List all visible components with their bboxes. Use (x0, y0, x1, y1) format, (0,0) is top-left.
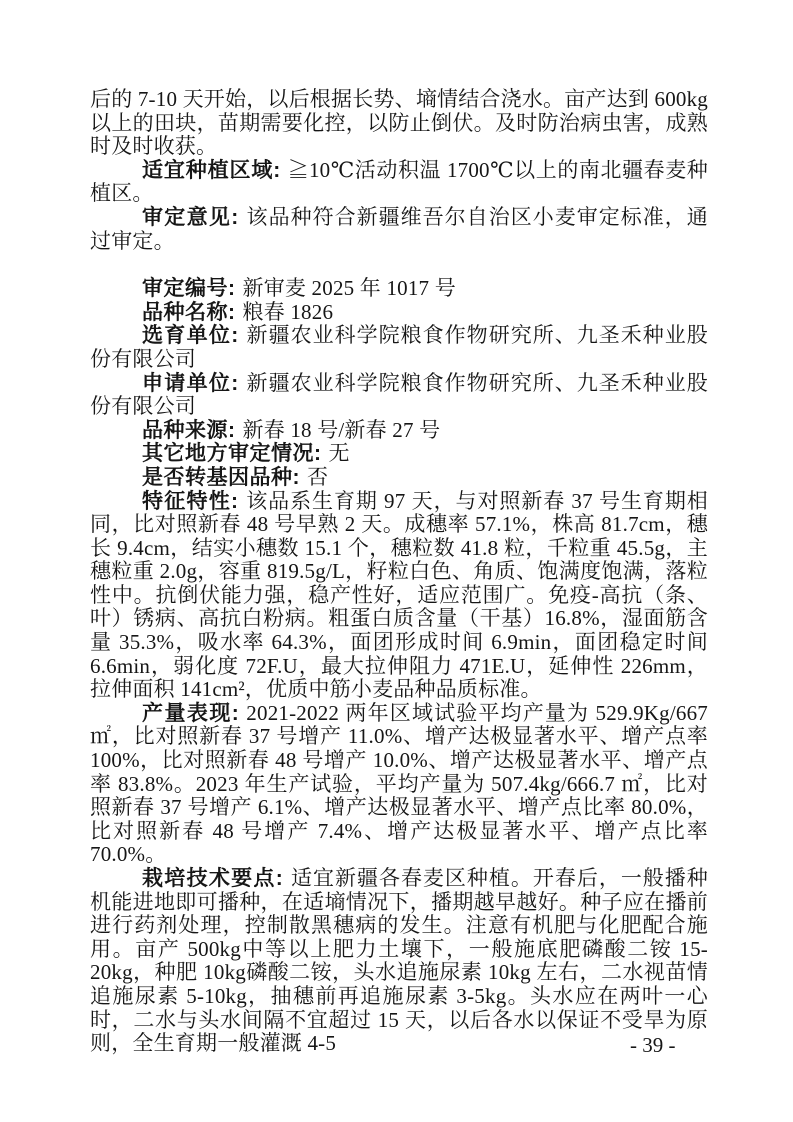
paragraph-text: 该品种符合新疆维吾尔自治区小麦审定标准，通过审定。 (90, 204, 708, 253)
paragraph (90, 206, 708, 253)
paragraph-text: 新疆农业科学院粮食作物研究所、九圣禾种业股份有限公司 (90, 370, 708, 419)
field-label: 产量表现: (142, 701, 240, 725)
paragraph-text: 后的 7-10 天开始，以后根据长势、墒情结合浇水。亩产达到 600kg以上的田块，苗期需要化控，以防止倒伏。及时防治病虫害，成熟时及时收获。 (90, 87, 708, 159)
paragraph-text: 无 (328, 441, 350, 466)
paragraph (90, 88, 708, 159)
document-body (90, 88, 708, 1056)
paragraph-text: 否 (307, 464, 329, 489)
paragraph-text: 粮春 1826 (242, 299, 334, 324)
field-label: 申请单位: (142, 371, 239, 395)
field-label: 其它地方审定情况: (142, 442, 322, 466)
field-label: 品种名称: (142, 300, 236, 324)
paragraph (90, 867, 708, 1056)
field-label: 审定意见: (142, 205, 239, 229)
field-label: 特征特性: (142, 489, 239, 513)
paragraph (90, 277, 708, 301)
paragraph (90, 702, 708, 867)
paragraph-text: 该品系生育期 97 天，与对照新春 37 号生育期相同，比对照新春 48 号早熟 2 天。成穗率 57.1%，株高 81.7cm，穗长 9.4cm，结实小穗数 15.1 个，穗粒数 41.8 粒，千粒重 45.5g，主穗粒重 2.0g，容重 819.5g/L，籽粒白色、角质、饱满度饱满，落粒性中。抗倒伏能力强，稳产性好，适应范围广。免疫-高抗（条、叶）锈病、高抗白粉病。粗蛋白质含量（干基）16.8%，湿面筋含量 35.3%，吸水率 64.3%，面团形成时间 6.9min，面团稳定时间 6.6min，弱化度 72F.U，最大拉伸阻力 471E.U，延伸性 226mm，拉伸面积 141cm²，优质中筋小麦品种品质标准。 (90, 488, 708, 702)
paragraph (90, 372, 708, 419)
paragraph-text: ≧10℃活动积温 1700℃以上的南北疆春麦种植区。 (90, 157, 708, 206)
paragraph (90, 442, 708, 466)
paragraph-text: 新春 18 号/新春 27 号 (242, 417, 441, 442)
field-label: 栽培技术要点: (142, 867, 284, 890)
field-label: 品种来源: (142, 418, 236, 442)
paragraph-text: 适宜新疆各春麦区种植。开春后，一般播种机能进地即可播种，在适墒情况下，播期越早越好。种子应在播前进行药剂处理，控制散黑穗病的发生。注意有机肥与化肥配合施用。亩产 500kg中等以上肥力土壤下，一般施底肥磷酸二铵 15-20kg，种肥 10kg磷酸二铵，头水追施尿素 10kg 左右，二水视苗情追施尿素 5-10kg，抽穗前再追施尿素 3-5kg。头水应在两叶一心时，二水与头水间隔不宜超过 15 天，以后各水以保证不受旱为原则，全生育期一般灌溉 4-5 (90, 866, 708, 1056)
paragraph-text: 新疆农业科学院粮食作物研究所、九圣禾种业股份有限公司 (90, 323, 708, 371)
field-label: 选育单位: (142, 324, 239, 348)
paragraph (90, 419, 708, 443)
paragraph (90, 159, 708, 206)
page-number: - 39 - (630, 1033, 676, 1057)
field-label: 是否转基因品种: (142, 465, 300, 489)
field-label: 审定编号: (142, 277, 236, 301)
paragraph-text: 2021-2022 两年区域试验平均产量为 529.9Kg/667 ㎡，比对照新春 37 号增产 11.0%、增产达极显著水平、增产点率 100%，比对照新春 48 号增产 10.0%、增产达极显著水平、增产点率 83.8%。2023 年生产试验，平均产量为 507.4kg/666.7 ㎡，比对照新春 37 号增产 6.1%、增产达极显著水平、增产点比率 80.0%，比对照新春 48 号增产 7.4%、增产达极显著水平、增产点比率 70.0%。 (90, 700, 708, 867)
paragraph-text: 新审麦 2025 年 1017 号 (242, 276, 456, 301)
paragraph (90, 466, 708, 490)
field-label: 适宜种植区域: (142, 158, 281, 182)
paragraph (90, 324, 708, 371)
paragraph (90, 301, 708, 325)
paragraph (90, 490, 708, 702)
